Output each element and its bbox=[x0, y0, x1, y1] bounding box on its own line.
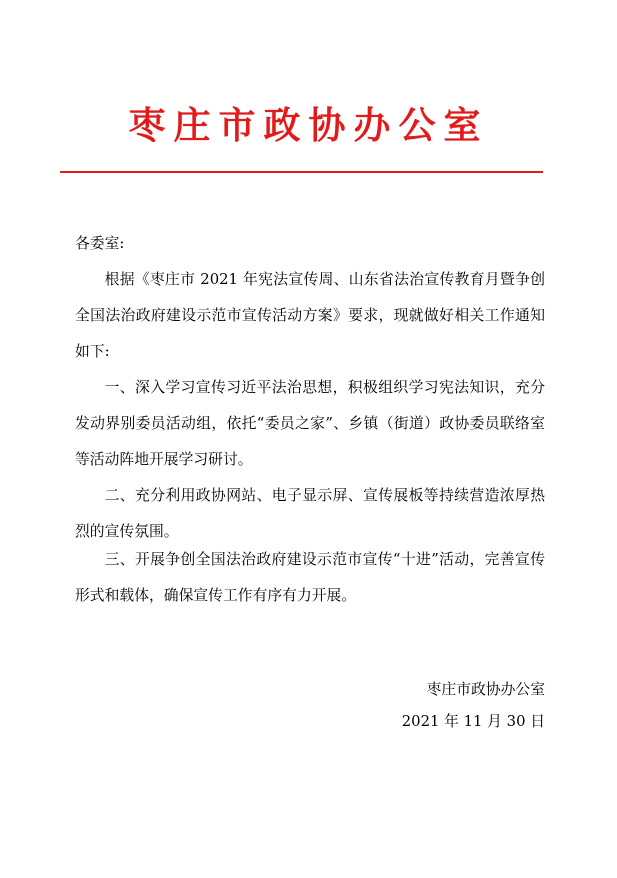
salutation: 各委室: bbox=[75, 235, 125, 252]
paragraph-item-1: 一、深入学习宣传习近平法治思想，积极组织学习宪法知识，充分发动界别委员活动组，依托“委员之家”、乡镇（街道）政协委员联络室等活动阵地开展学习研讨。 bbox=[75, 379, 545, 468]
header-red-rule bbox=[60, 171, 543, 173]
paragraph-item-3: 三、开展争创全国法治政府建设示范市宣传“十进”活动，完善宣传形式和载体，确保宣传工作有序有力开展。 bbox=[75, 551, 545, 604]
paragraph-intro: 根据《枣庄市 2021 年宪法宣传周、山东省法治宣传教育月暨争创全国法治政府建设示范市宣传活动方案》要求，现就做好相关工作通知如下: bbox=[75, 271, 545, 360]
paragraph-item-2: 二、充分利用政协网站、电子显示屏、宣传展板等持续营造浓厚热烈的宣传氛围。 bbox=[75, 487, 545, 540]
date: 2021 年 11 月 30 日 bbox=[401, 713, 545, 730]
signature: 枣庄市政协办公室 bbox=[426, 681, 545, 698]
document-header-title: 枣庄市政协办公室 bbox=[128, 103, 489, 147]
